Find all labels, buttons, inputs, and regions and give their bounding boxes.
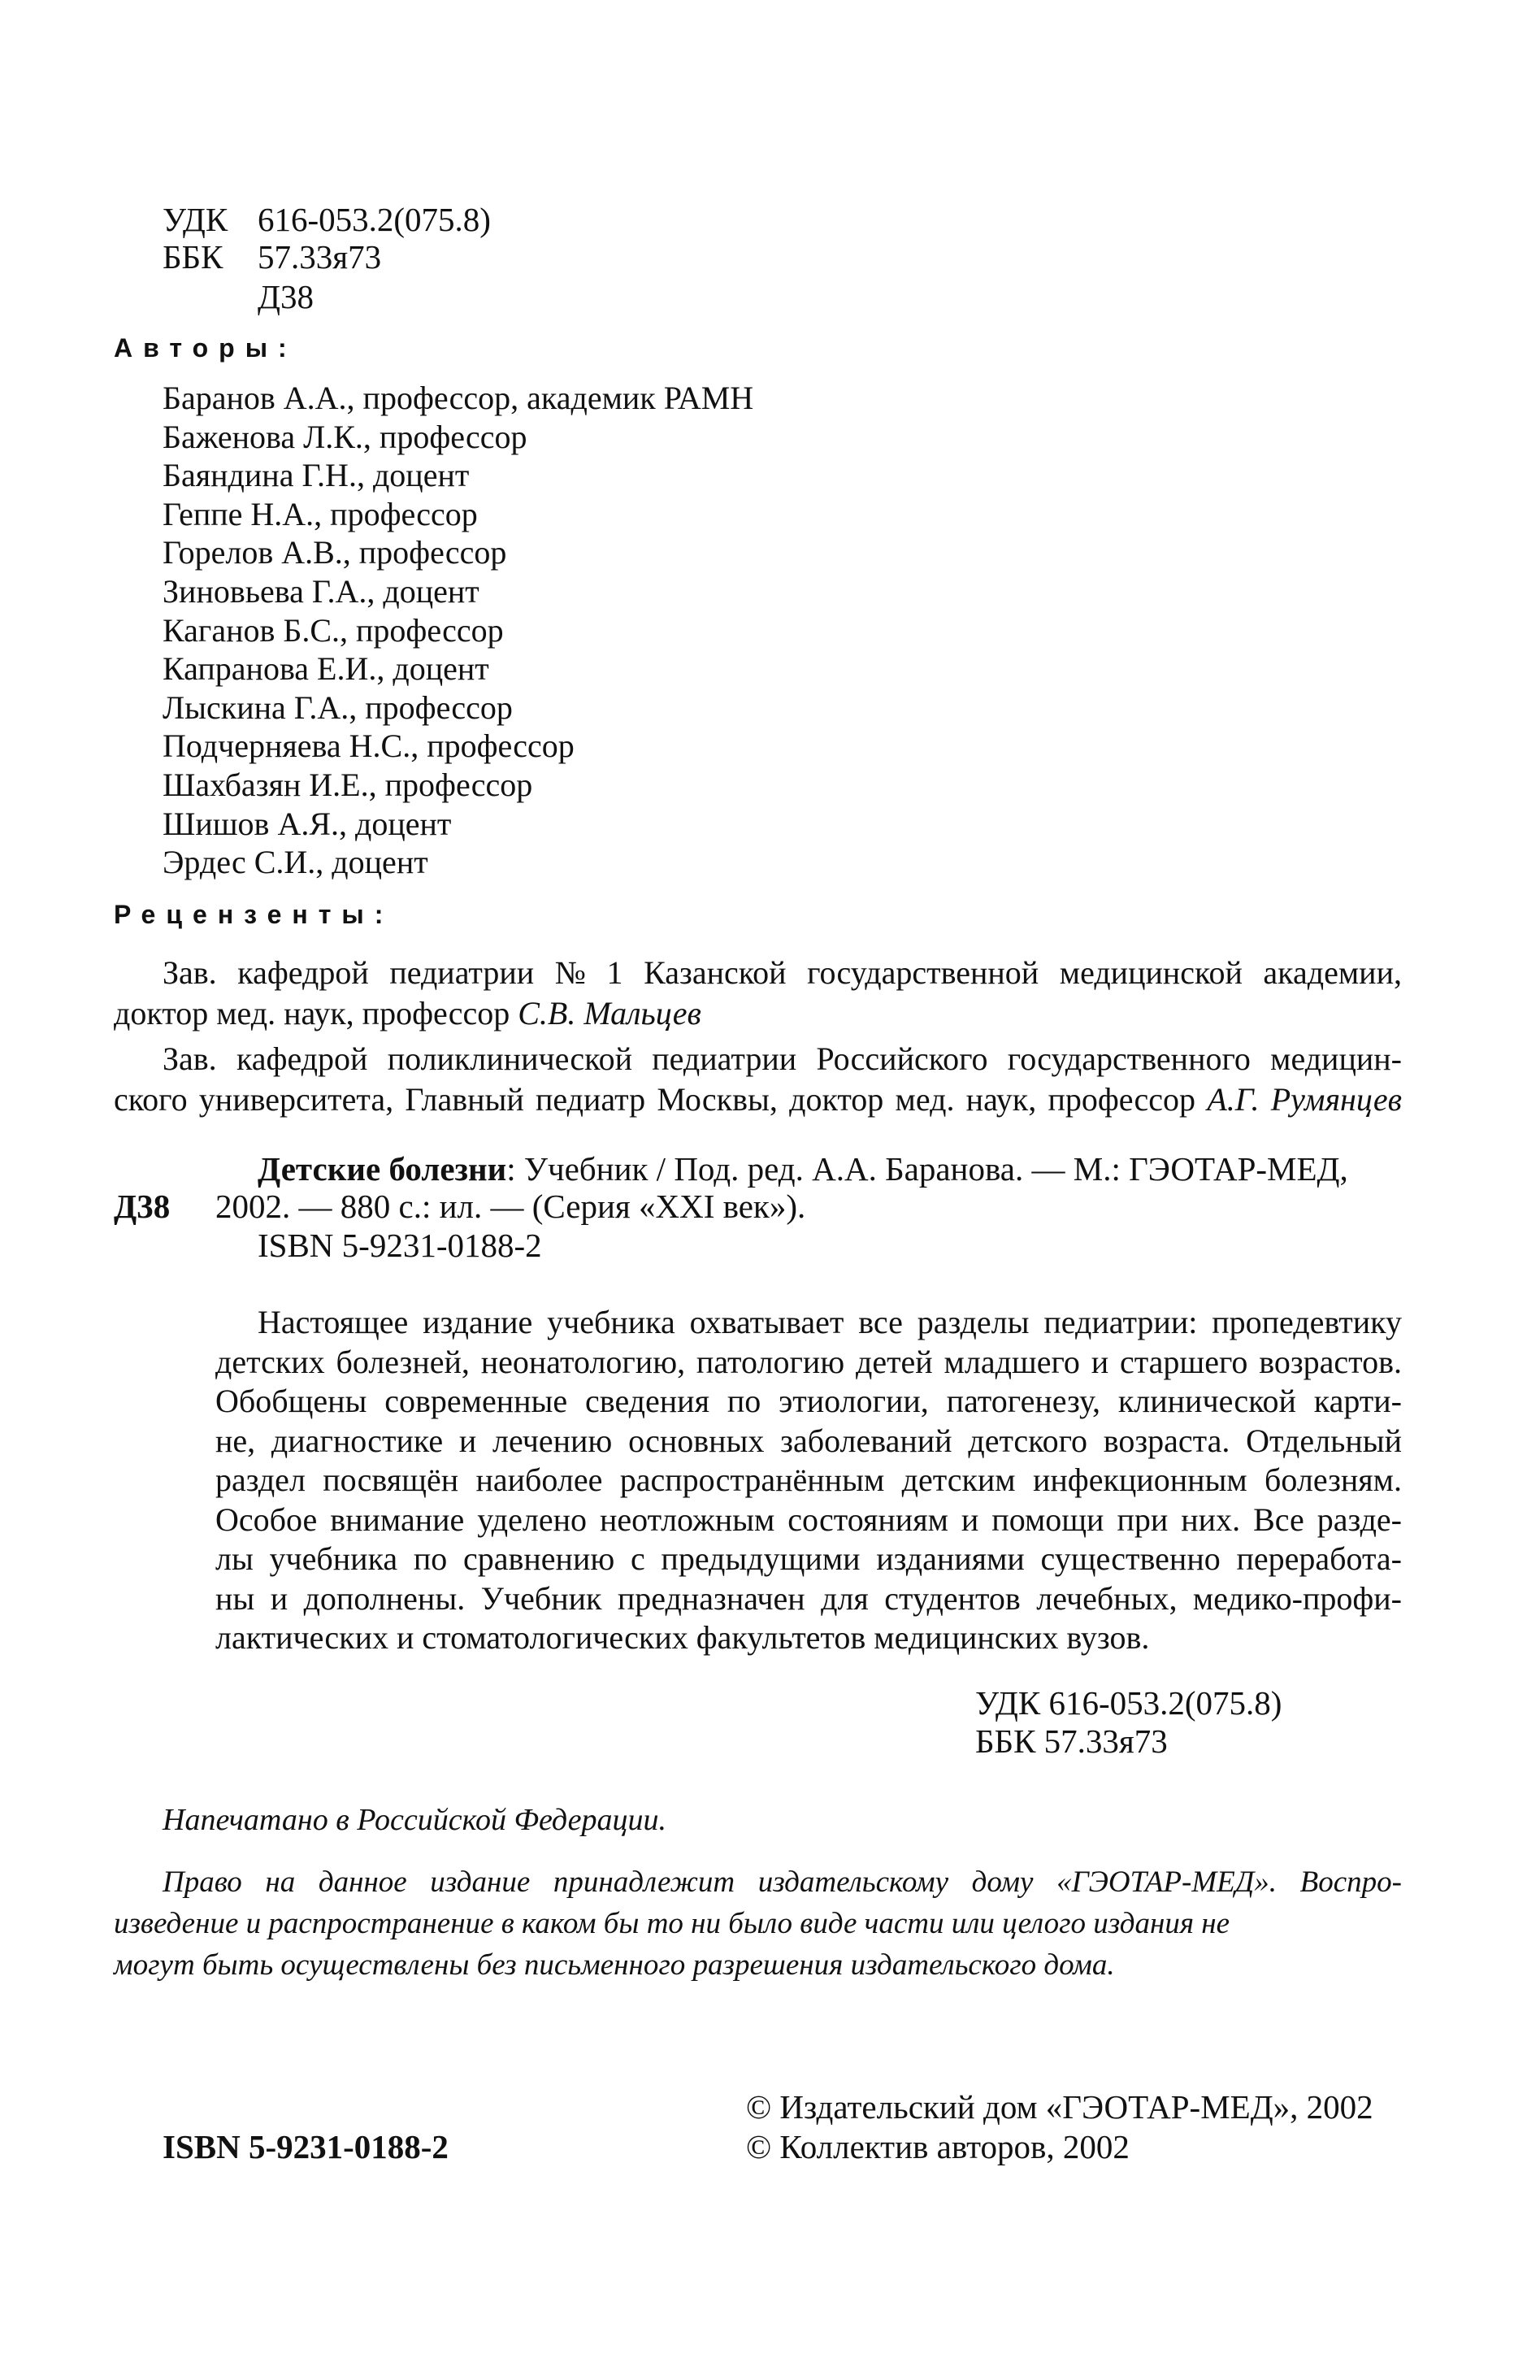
abstract-line: Обобщены современные сведения по этиологии, патогенезу, клинической карти-	[215, 1383, 1402, 1419]
abstract	[215, 1303, 1402, 1658]
bbk-value-top: 57.33я73	[258, 238, 382, 276]
author-item: Каганов Б.С., профессор	[163, 611, 504, 649]
reviewers-block	[114, 953, 1402, 1120]
author-item: Капранова Е.И., доцент	[163, 650, 489, 688]
reviewer-2-affiliation: Зав. кафедрой поликлинической педиатрии Российского государственного медицин-	[163, 1040, 1402, 1077]
author-item: Эрдес С.И., доцент	[163, 844, 428, 881]
printed-in-note: Напечатано в Российской Федерации.	[163, 1803, 666, 1837]
reviewer-2-title: ского университета, Главный педиатр Москвы, доктор мед. наук, профессор	[114, 1081, 1208, 1118]
rights-line: могут быть осуществлены без письменного разрешения издательского дома.	[114, 1948, 1115, 1982]
bibliographic-mark: Д38	[114, 1188, 171, 1225]
bbk-label-top: ББК	[163, 238, 223, 276]
copyright-authors: © Коллектив авторов, 2002	[746, 2128, 1130, 2165]
author-item: Баженова Л.К., профессор	[163, 418, 527, 455]
abstract-line: раздел посвящён наиболее распространённым детским инфекционным болезням.	[215, 1461, 1402, 1498]
bibliographic-line-2: 2002. — 880 с.: ил. — (Серия «XXI век»).	[215, 1188, 806, 1225]
reviewer-1-line-1	[114, 953, 1402, 993]
author-mark-top: Д38	[258, 278, 314, 315]
abstract-line: не, диагностике и лечению основных заболеваний детского возраста. Отдельный	[215, 1422, 1402, 1459]
reviewer-2-line-2	[114, 1079, 1402, 1120]
abstract-line: детских болезней, неонатологию, патологию детей младшего и старшего возрастов.	[215, 1343, 1402, 1380]
author-item: Баяндина Г.Н., доцент	[163, 457, 470, 494]
isbn-footer: ISBN 5-9231-0188-2	[163, 2128, 449, 2165]
author-item: Баранов А.А., профессор, академик РАМН	[163, 380, 754, 416]
authors-heading: Авторы:	[114, 333, 297, 363]
author-item: Лыскина Г.А., профессор	[163, 688, 513, 726]
author-item: Геппе Н.А., профессор	[163, 495, 478, 532]
reviewer-1-line-2	[114, 993, 1402, 1034]
author-item: Шишов А.Я., доцент	[163, 805, 452, 842]
rights-line: изведение и распространение в каком бы то ни было виде части или целого издания не	[114, 1907, 1230, 1940]
author-item: Горелов А.В., профессор	[163, 534, 507, 571]
abstract-line: лактических и стоматологических факультетов медицинских вузов.	[215, 1619, 1150, 1656]
authors-list	[163, 379, 753, 882]
abstract-line: Настоящее издание учебника охватывает все разделы педиатрии: пропедевтику	[258, 1304, 1402, 1340]
reviewer-1-title: доктор мед. наук, профессор	[114, 995, 518, 1031]
rights-line: Право на данное издание принадлежит издательскому дому «ГЭОТАР-МЕД». Воспро-	[163, 1865, 1402, 1899]
bibliographic-details: : Учебник / Под. ред. А.А. Баранова. — М.: ГЭОТАР-МЕД,	[506, 1150, 1348, 1188]
reviewer-2-name: А.Г. Румянцев	[1207, 1081, 1403, 1118]
udk-value-top: 616-053.2(075.8)	[258, 201, 491, 238]
bibliographic-line-1	[258, 1149, 1348, 1188]
abstract-line: ны и дополнены. Учебник предназначен для студентов лечебных, медико-профи-	[215, 1579, 1402, 1617]
bbk-bottom: ББК 57.33я73	[975, 1722, 1168, 1760]
author-item: Зиновьева Г.А., доцент	[163, 572, 479, 610]
rights-notice	[114, 1861, 1402, 1986]
udk-label-top: УДК	[163, 201, 228, 238]
abstract-line: лы учебника по сравнению с предыдущими изданиями существенно переработа-	[215, 1540, 1402, 1577]
reviewers-heading: Рецензенты:	[114, 900, 394, 929]
udk-bottom: УДК 616-053.2(075.8)	[975, 1684, 1282, 1722]
book-title: Детские болезни	[258, 1150, 507, 1188]
abstract-line: Особое внимание уделено неотложным состояниям и помощи при них. Все разде-	[215, 1501, 1402, 1538]
copyright-publisher: © Издательский дом «ГЭОТАР-МЕД», 2002	[746, 2088, 1373, 2126]
author-item: Подчерняева Н.С., профессор	[163, 727, 575, 765]
reviewer-1-affiliation: Зав. кафедрой педиатрии № 1 Казанской государственной медицинской академии,	[163, 954, 1402, 991]
reviewer-1-name: С.В. Мальцев	[518, 995, 701, 1031]
author-item: Шахбазян И.Е., профессор	[163, 766, 533, 803]
reviewer-2-line-1	[114, 1039, 1402, 1079]
bibliographic-isbn: ISBN 5-9231-0188-2	[258, 1227, 542, 1264]
